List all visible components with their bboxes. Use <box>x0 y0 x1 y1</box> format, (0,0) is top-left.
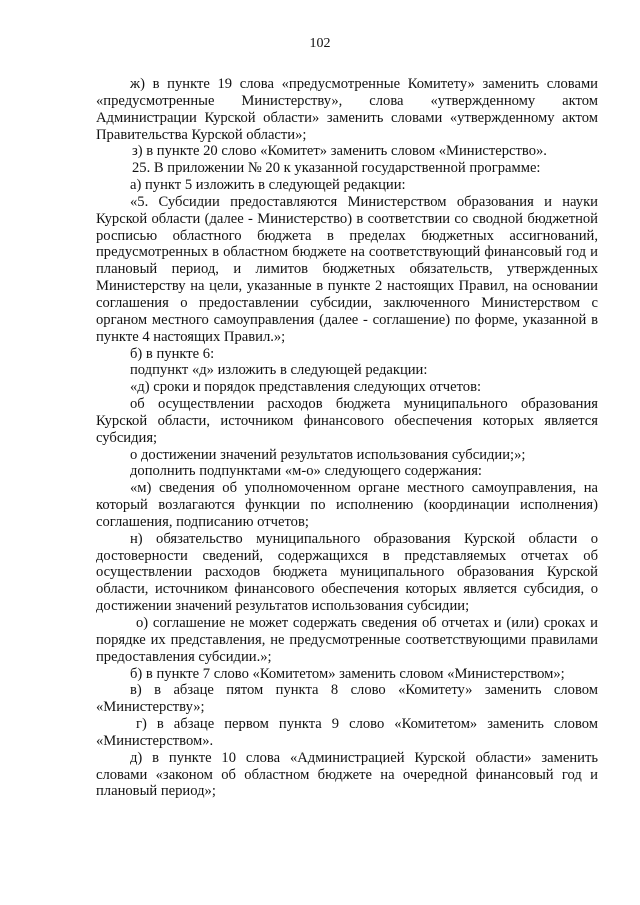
paragraph-item-a: а) пункт 5 изложить в следующей редакции: <box>130 177 406 194</box>
paragraph-subitem-o: о) соглашение не может содержать сведения об отчетах и (или) сроках и порядке их представления, не предусмотренные соответствующими правилами предоставления субсидии.»; <box>96 615 598 665</box>
paragraph-item-d: д) в пункте 10 слова «Администрацией Курской области» заменить словами «законом об областном бюджете на очередной финансовый год и плановый период»; <box>96 749 598 800</box>
paragraph-subitem-d: «д) сроки и порядок представления следующих отчетов: <box>130 379 482 396</box>
paragraph-subitem-m: «м) сведения об уполномоченном органе местного самоуправления, на который возлагаются функции по исполнению (координации исполнения) соглашения, подписанию отчетов; <box>96 480 598 530</box>
paragraph-report-results: о достижении значений результатов использования субсидии;»; <box>130 446 526 463</box>
paragraph-item-z: з) в пункте 20 слово «Комитет» заменить словом «Министерство». <box>132 143 547 160</box>
paragraph-clause-5: «5. Субсидии предоставляются Министерством образования и науки Курской области (далее - Министерство) в соответствии со сводной бюджетной росписью областного бюджета в пределах бюджетных ассигнований, предусмотренных в областном бюджете на соответствующий финансовый год и плановый период, и лимитов бюджетных обязательств, утвержденных Министерству на цели, указанные в пункте 2 настоящих Правил, на основании соглашения о предоставлении субсидии, заключенного Министерством с органом местного самоуправления (далее - соглашение) по форме, указанной в пункте 4 настоящих Правил.»; <box>96 193 598 345</box>
paragraph-subitem-d-intro: подпункт «д» изложить в следующей редакции: <box>130 362 428 379</box>
paragraph-section-25: 25. В приложении № 20 к указанной государственной программе: <box>132 160 541 177</box>
paragraph-report-expenses: об осуществлении расходов бюджета муниципального образования Курской области, источником финансового обеспечения которых является субсидия; <box>96 396 598 446</box>
paragraph-subitem-n: н) обязательство муниципального образования Курской области о достоверности сведений, содержащихся в представляемых отчетах об осуществлении расходов бюджета муниципального образования Курской области, источником финансового обеспечения которых является субсидия, о достижении значений результатов использования субсидии; <box>96 530 598 615</box>
page-number: 102 <box>309 36 331 51</box>
paragraph-item-zh: ж) в пункте 19 слова «предусмотренные Комитету» заменить словами «предусмотренные Министерству», слова «утвержденному актом Администрации Курской области» заменить словами «утвержденному актом Правительства Курской области»; <box>96 76 598 143</box>
document-body <box>96 76 598 800</box>
paragraph-add-subitems: дополнить подпунктами «м-о» следующего содержания: <box>130 463 482 480</box>
paragraph-item-b-point-6: б) в пункте 6: <box>130 345 215 362</box>
paragraph-item-v: в) в абзаце пятом пункта 8 слово «Комитету» заменить словом «Министерству»; <box>96 682 598 716</box>
paragraph-item-b-point-7: б) в пункте 7 слово «Комитетом» заменить словом «Министерством»; <box>130 665 565 682</box>
paragraph-item-g: г) в абзаце первом пункта 9 слово «Комитетом» заменить словом «Министерством». <box>96 716 598 749</box>
